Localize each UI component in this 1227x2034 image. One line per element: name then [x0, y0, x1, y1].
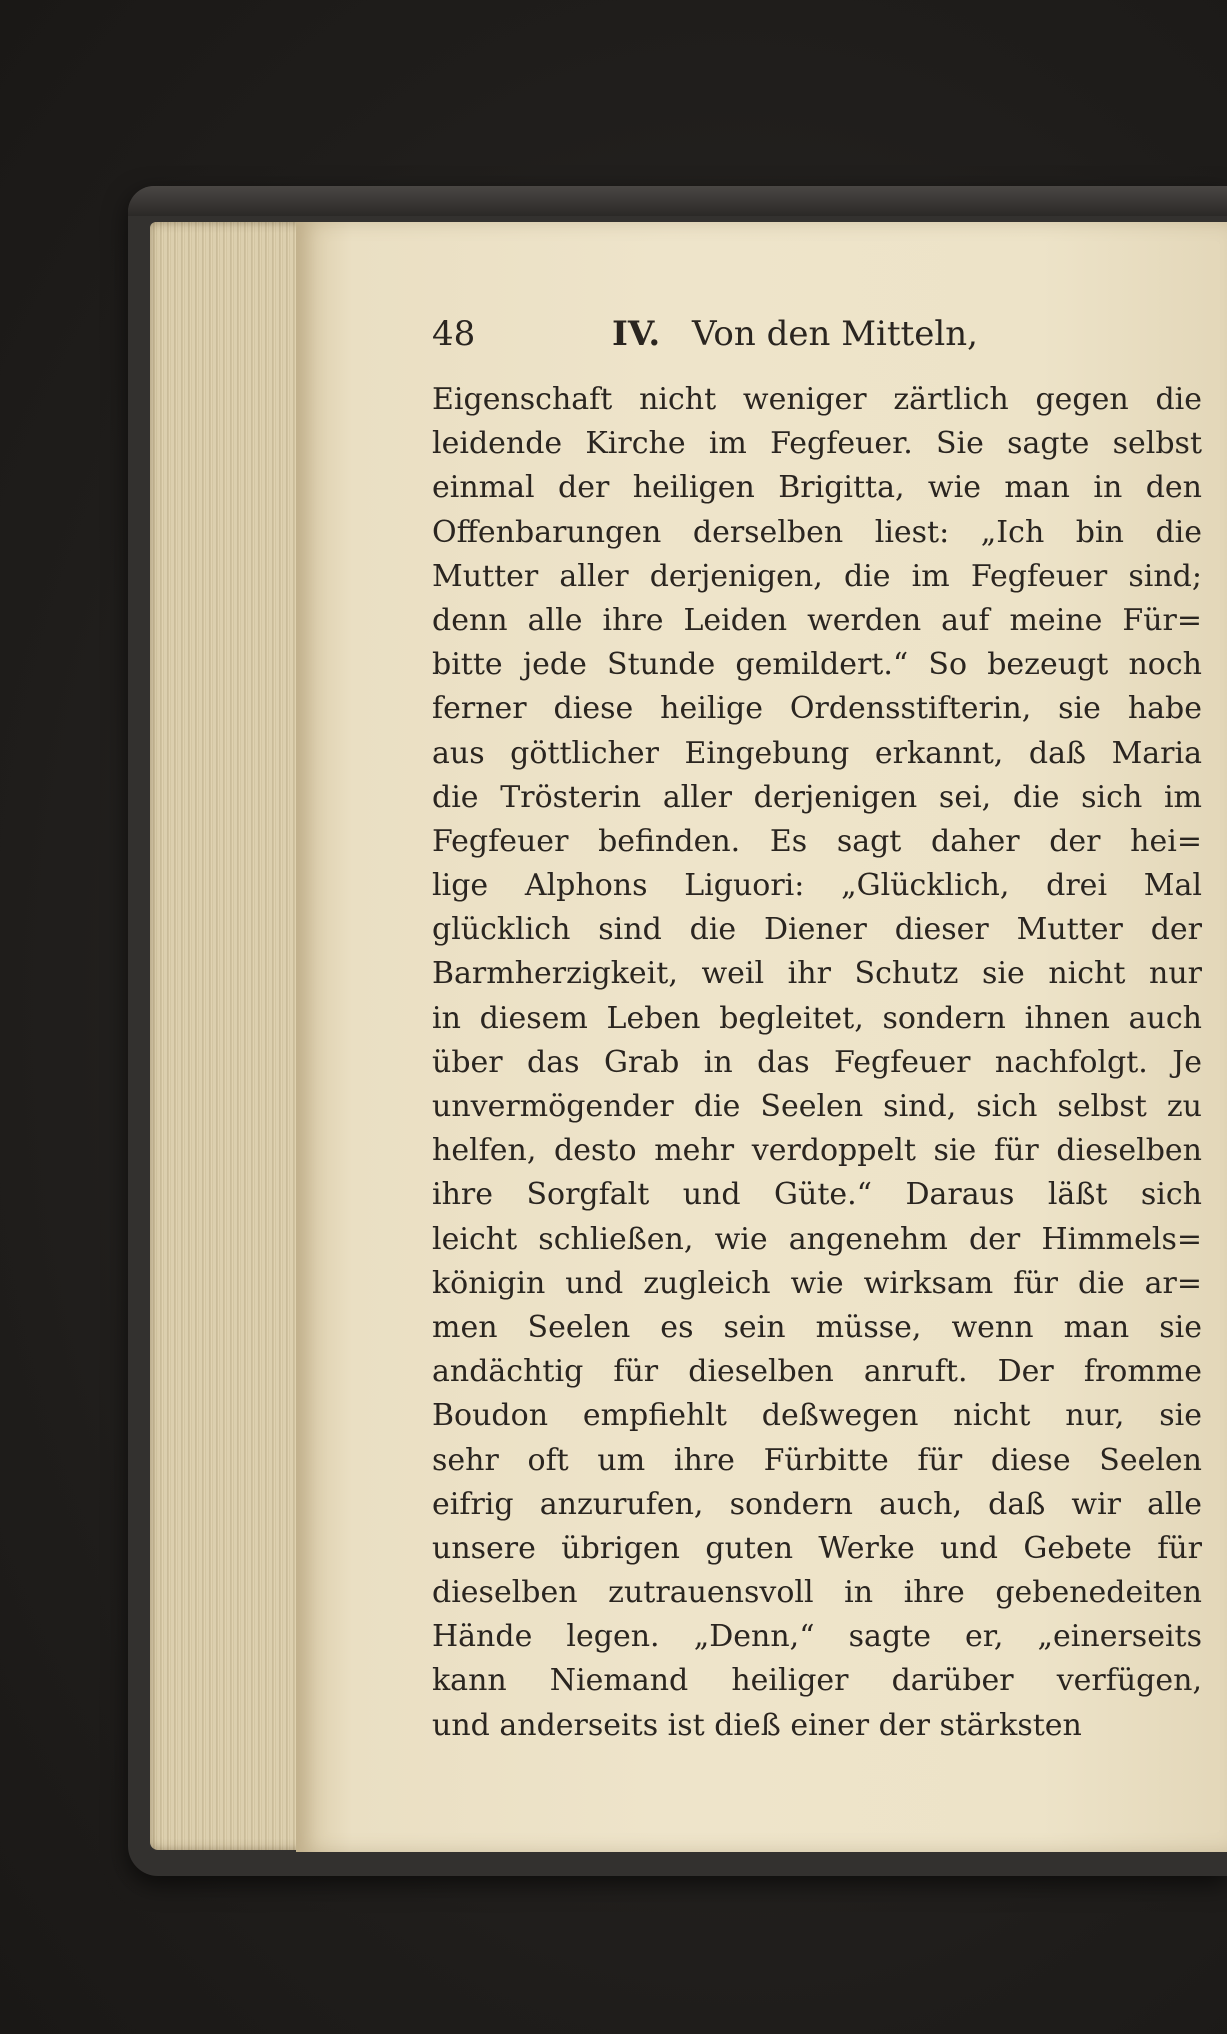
- page-edges: [150, 222, 310, 1850]
- text-line: Mutter aller derjenigen, die im Fegfeuer sind;: [432, 558, 1202, 594]
- text-line: Hände legen. „Denn,“ sagte er, „einerseits: [432, 1619, 1202, 1655]
- text-line: ihre Sorgfalt und Güte.“ Daraus läßt sich: [432, 1177, 1202, 1213]
- text-line: andächtig für dieselben anruft. Der fromme: [432, 1354, 1202, 1390]
- book-cover-top-edge: [128, 186, 1227, 216]
- text-line: leicht schließen, wie angenehm der Himmels=: [432, 1221, 1202, 1257]
- text-line: Barmherzigkeit, weil ihr Schutz sie nicht nur: [432, 956, 1202, 992]
- text-line: ferner diese heilige Ordensstifterin, sie habe: [432, 691, 1202, 727]
- text-line: Boudon empfiehlt deßwegen nicht nur, sie: [432, 1398, 1202, 1434]
- running-title: Von den Mitteln,: [692, 314, 978, 354]
- text-line: lige Alphons Liguori: „Glücklich, drei Mal: [432, 868, 1202, 904]
- text-line: denn alle ihre Leiden werden auf meine Für=: [432, 602, 1202, 638]
- text-line: aus göttlicher Eingebung erkannt, daß Maria: [432, 735, 1202, 771]
- text-line: Offenbarungen derselben liest: „Ich bin die: [432, 514, 1202, 550]
- text-line: über das Grab in das Fegfeuer nachfolgt. Je: [432, 1044, 1202, 1080]
- text-line: eifrig anzurufen, sondern auch, daß wir alle: [432, 1486, 1202, 1522]
- text-line: men Seelen es sein müsse, wenn man sie: [432, 1309, 1202, 1345]
- text-line: leidende Kirche im Fegfeuer. Sie sagte selbst: [432, 426, 1202, 462]
- text-line: kann Niemand heiliger darüber verfügen,: [432, 1663, 1202, 1699]
- text-line: dieselben zutrauensvoll in ihre gebenedeiten: [432, 1575, 1202, 1611]
- text-line: königin und zugleich wie wirksam für die ar=: [432, 1265, 1202, 1301]
- text-line: unvermögender die Seelen sind, sich selbst zu: [432, 1089, 1202, 1124]
- text-line: Fegfeuer befinden. Es sagt daher der hei=: [432, 823, 1202, 859]
- text-line: glücklich sind die Diener dieser Mutter der: [432, 912, 1202, 948]
- page-header: [432, 306, 1212, 366]
- text-line: in diesem Leben begleitet, sondern ihnen auch: [432, 1000, 1202, 1036]
- text-line: helfen, desto mehr verdoppelt sie für dieselben: [432, 1133, 1202, 1169]
- text-line: unsere übrigen guten Werke und Gebete für: [432, 1530, 1202, 1566]
- text-line: die Trösterin aller derjenigen sei, die sich im: [432, 779, 1202, 815]
- text-line: sehr oft um ihre Fürbitte für diese Seelen: [432, 1442, 1202, 1478]
- text-line: Eigenschaft nicht weniger zärtlich gegen die: [432, 382, 1202, 417]
- body-text: [432, 378, 1202, 1748]
- text-line: und anderseits ist dieß einer der stärksten: [432, 1707, 1082, 1743]
- text-line: bitte jede Stunde gemildert.“ So bezeugt noch: [432, 647, 1202, 683]
- page-number: 48: [432, 314, 476, 354]
- text-line: einmal der heiligen Brigitta, wie man in den: [432, 470, 1202, 506]
- chapter-number: IV.: [612, 314, 661, 354]
